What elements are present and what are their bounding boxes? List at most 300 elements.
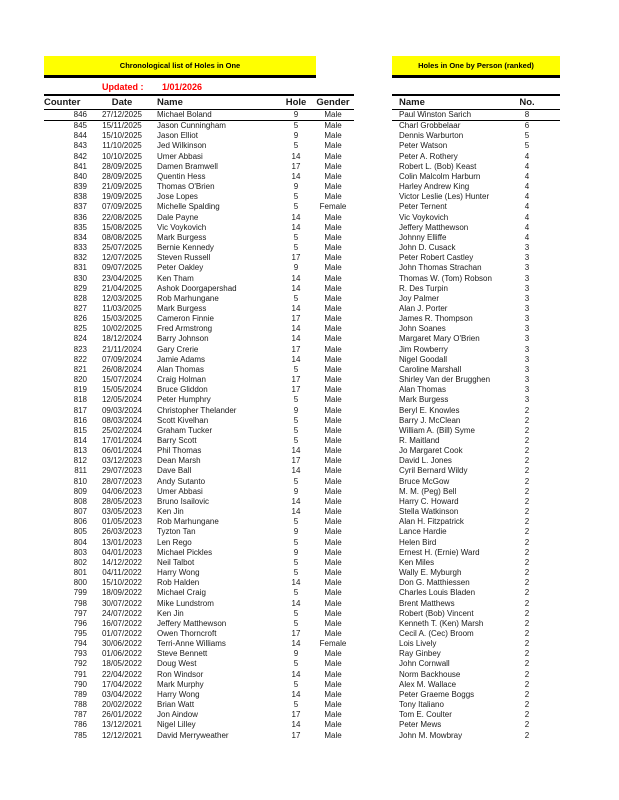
right-table-header-row [392,94,560,110]
hole-cell: 17 [291,344,301,354]
hole-cell: 14 [291,303,301,313]
count-cell: 2 [524,649,530,659]
hole-cell: 14 [291,466,301,476]
person-name-cell: Barry J. McClean [399,415,461,425]
hole-cell: 5 [293,588,299,598]
person-name-cell: David L. Jones [399,456,452,466]
name-cell: David Merryweather [157,730,229,740]
ranked-by-person-title-banner: Holes in One by Person (ranked) [392,56,560,75]
gender-cell: Male [324,192,342,202]
count-cell: 3 [524,344,530,354]
table-row [44,304,354,314]
hole-cell: 14 [291,639,301,649]
counter-cell: 796 [73,618,87,628]
count-cell: 4 [524,232,530,242]
table-row [44,477,354,487]
hole-cell: 5 [293,121,299,131]
count-cell: 3 [524,303,530,313]
name-cell: Michelle Spalding [157,202,220,212]
table-row [392,629,560,639]
gender-cell: Male [324,212,342,222]
table-row [392,639,560,649]
hole-cell: 14 [291,283,301,293]
gender-cell: Male [324,436,342,445]
table-row [392,141,560,151]
left-table-header-row [44,94,354,110]
counter-cell: 805 [73,527,87,537]
counter-cell: 829 [73,283,87,293]
count-cell: 3 [524,243,530,253]
table-row [392,659,560,669]
counter-cell: 804 [73,537,87,547]
date-cell: 07/09/2025 [101,202,143,212]
person-name-cell: Bruce McGow [399,476,450,486]
person-name-cell: Joy Palmer [399,293,440,303]
table-row [392,680,560,690]
date-cell: 12/05/2024 [101,395,143,405]
counter-cell: 819 [73,385,87,395]
date-cell: 06/01/2024 [101,446,143,456]
hole-cell: 14 [291,446,301,456]
name-cell: Doug West [157,659,197,669]
date-cell: 28/05/2023 [101,496,143,506]
table-row [392,375,560,385]
gender-cell: Male [324,568,342,578]
table-row [44,700,354,710]
counter-cell: 809 [73,486,87,496]
table-row [44,385,354,395]
person-name-cell: John Cornwall [399,659,450,669]
name-cell: Tyzton Tan [157,527,196,537]
name-cell: Ken Tham [157,273,194,283]
name-cell: Jose Lopes [157,192,198,202]
count-cell: 4 [524,202,530,212]
date-cell: 26/03/2023 [101,527,143,537]
name-cell: Peter Oakley [157,263,204,273]
hole-cell: 14 [291,689,301,699]
person-name-cell: James R. Thompson [399,314,473,324]
table-row [392,426,560,436]
person-name-cell: R. Des Turpin [399,283,448,293]
name-cell: Terri-Anne Williams [157,639,226,649]
date-cell: 08/03/2024 [101,415,143,425]
person-name-cell: Alan J. Porter [399,303,448,313]
gender-cell: Male [324,324,342,334]
name-cell: Jason Cunningham [157,121,226,131]
table-row [392,487,560,497]
table-row [392,345,560,355]
count-cell: 4 [524,161,530,171]
hole-cell: 5 [293,608,299,618]
counter-cell: 811 [74,466,87,476]
count-cell: 2 [524,608,530,618]
table-row [44,659,354,669]
count-cell: 3 [524,293,530,303]
table-row [392,609,560,619]
date-cell: 15/11/2025 [102,121,142,131]
table-row [392,304,560,314]
table-row [392,436,560,446]
date-cell: 15/05/2024 [101,385,143,395]
table-row [44,294,354,304]
gender-cell: Male [324,283,342,293]
person-name-cell: R. Maitland [399,436,440,445]
count-cell: 6 [524,121,530,131]
table-row [392,172,560,182]
person-name-cell: Brent Matthews [399,598,455,608]
counter-cell: 828 [73,293,87,303]
counter-cell: 820 [73,375,87,385]
counter-cell: 826 [73,314,87,324]
table-row [392,477,560,487]
name-cell: Bruce Gliddon [157,385,208,395]
counter-cell: 831 [73,263,87,273]
date-cell: 21/09/2025 [101,182,143,192]
count-cell: 2 [524,537,530,547]
name-cell: Umer Abbasi [157,486,203,496]
table-row [44,395,354,405]
hole-cell: 5 [293,232,299,242]
counter-cell: 813 [73,446,87,456]
hole-cell: 17 [291,456,301,466]
person-name-cell: Caroline Marshall [399,364,462,374]
person-name-cell: Nigel Goodall [399,354,448,364]
person-name-cell: John M. Mowbray [399,730,463,740]
person-name-cell: Tony Italiano [399,700,444,710]
table-row [44,334,354,344]
gender-cell: Male [324,618,342,628]
count-cell: 2 [524,689,530,699]
person-name-cell: Thomas W. (Tom) Robson [399,273,492,283]
name-cell: Michael Craig [157,588,206,598]
table-row [44,365,354,375]
table-row [392,162,560,172]
hole-cell: 14 [291,669,301,679]
hole-cell: 5 [293,395,299,405]
gender-cell: Male [324,720,342,730]
name-cell: Ken Jin [157,507,184,517]
person-name-cell: Johnny Elliffe [399,232,447,242]
table-row [392,355,560,365]
date-cell: 14/12/2022 [101,557,143,567]
table-row [44,131,354,141]
date-cell: 08/08/2025 [101,232,143,242]
counter-cell: 818 [73,395,87,405]
table-row [44,639,354,649]
hole-cell: 14 [291,507,301,517]
hole-cell: 17 [291,385,301,395]
header-person-name: Name [399,97,425,108]
counter-cell: 790 [73,679,87,689]
left-table-body [44,110,354,741]
hole-cell: 14 [291,324,301,334]
counter-cell: 798 [73,598,87,608]
hole-cell: 5 [293,659,299,669]
count-cell: 3 [524,334,530,344]
table-row [392,599,560,609]
date-cell: 03/12/2023 [101,456,143,466]
date-cell: 04/06/2023 [101,486,143,496]
table-row [392,294,560,304]
gender-cell: Male [324,628,342,638]
date-cell: 26/08/2024 [101,364,143,374]
name-cell: Jeffery Matthewson [157,618,227,628]
name-cell: Rob Halden [157,578,200,588]
table-row [44,355,354,365]
gender-cell: Male [324,232,342,242]
counter-cell: 823 [73,344,87,354]
date-cell: 27/12/2025 [101,110,143,119]
name-cell: Harry Wong [157,689,200,699]
header-counter: Counter [44,97,81,108]
date-cell: 03/04/2022 [101,689,143,699]
counter-cell: 834 [73,232,87,242]
hole-cell: 5 [293,679,299,689]
gender-cell: Male [324,486,342,496]
hole-cell: 5 [293,293,299,303]
gender-cell: Male [324,608,342,618]
hole-cell: 14 [291,720,301,730]
hole-cell: 17 [291,628,301,638]
gender-cell: Male [324,303,342,313]
gender-cell: Male [324,700,342,710]
counter-cell: 844 [73,131,87,141]
person-name-cell: Peter Mews [399,720,442,730]
count-cell: 2 [524,700,530,710]
table-row [44,629,354,639]
counter-cell: 785 [73,730,87,740]
name-cell: Dave Ball [157,466,192,476]
gender-cell: Male [324,588,342,598]
count-cell: 2 [524,659,530,669]
person-name-cell: Cecil A. (Cec) Broom [399,628,474,638]
hole-cell: 5 [293,537,299,547]
counter-cell: 791 [73,669,87,679]
name-cell: Len Rego [157,537,192,547]
gender-cell: Male [324,293,342,303]
person-name-cell: Charles Louis Bladen [399,588,476,598]
hole-cell: 5 [293,436,299,445]
hole-cell: 9 [293,263,299,273]
gender-cell: Male [324,375,342,385]
count-cell: 5 [524,141,530,151]
date-cell: 07/09/2024 [101,354,143,364]
table-row [392,152,560,162]
date-cell: 10/10/2025 [101,151,143,161]
hole-cell: 17 [291,375,301,385]
count-cell: 3 [524,385,530,395]
table-row [44,507,354,517]
table-row [44,680,354,690]
person-name-cell: Shirley Van der Brugghen [399,375,491,385]
table-row [44,233,354,243]
gender-cell: Male [324,649,342,659]
hole-cell: 14 [291,354,301,364]
table-row [392,263,560,273]
date-cell: 17/01/2024 [101,436,143,445]
count-cell: 5 [524,131,530,141]
hole-cell: 14 [291,212,301,222]
date-cell: 10/02/2025 [101,324,143,334]
counter-cell: 833 [73,243,87,253]
hole-cell: 9 [293,182,299,192]
person-name-cell: John Thomas Strachan [399,263,482,273]
counter-cell: 836 [73,212,87,222]
counter-cell: 825 [73,324,87,334]
count-cell: 3 [524,283,530,293]
header-count: No. [519,97,535,108]
date-cell: 21/11/2024 [102,344,142,354]
table-row [44,324,354,334]
date-cell: 22/08/2025 [101,212,143,222]
table-row [44,253,354,263]
hole-cell: 14 [291,578,301,588]
count-cell: 2 [524,466,530,476]
table-row [392,720,560,730]
date-cell: 04/11/2022 [102,568,142,578]
name-cell: Scott Kivelhan [157,415,209,425]
date-cell: 04/01/2023 [101,547,143,557]
hole-cell: 17 [291,710,301,720]
date-cell: 25/02/2024 [101,425,143,435]
gender-cell: Male [324,354,342,364]
count-cell: 2 [524,639,530,649]
person-name-cell: Vic Voykovich [399,212,449,222]
table-row [392,527,560,537]
count-cell: 2 [524,598,530,608]
gender-cell: Male [324,222,342,232]
gender-cell: Male [324,385,342,395]
gender-cell: Male [324,131,342,141]
chronological-list-title-banner: Chronological list of Holes in One [44,56,316,75]
counter-cell: 803 [73,547,87,557]
gender-cell: Male [324,151,342,161]
date-cell: 15/08/2025 [101,222,143,232]
person-name-cell: Alan H. Fitzpatrick [399,517,464,527]
count-cell: 2 [524,679,530,689]
person-name-cell: John Soanes [399,324,446,334]
gender-cell: Male [324,496,342,506]
person-name-cell: John D. Cusack [399,243,456,253]
date-cell: 15/10/2025 [101,131,143,141]
name-cell: Michael Boland [157,110,212,119]
counter-cell: 822 [73,354,87,364]
table-row [392,690,560,700]
count-cell: 2 [524,618,530,628]
gender-cell: Male [324,466,342,476]
table-row [44,538,354,548]
count-cell: 2 [524,527,530,537]
person-name-cell: Peter Ternent [399,202,447,212]
table-row [392,568,560,578]
count-cell: 2 [524,547,530,557]
person-name-cell: Don G. Matthiessen [399,578,470,588]
hole-cell: 14 [291,273,301,283]
table-row [392,731,560,741]
hole-cell: 5 [293,568,299,578]
table-row [44,578,354,588]
date-cell: 01/07/2022 [101,628,143,638]
date-cell: 09/07/2025 [101,263,143,273]
table-row [392,456,560,466]
hole-cell: 14 [291,598,301,608]
table-row [44,110,354,121]
date-cell: 12/03/2025 [101,293,143,303]
table-row [44,263,354,273]
count-cell: 4 [524,192,530,202]
gender-cell: Male [324,557,342,567]
name-cell: Phil Thomas [157,446,202,456]
table-row [392,619,560,629]
count-cell: 2 [524,425,530,435]
gender-cell: Male [324,110,342,119]
hole-cell: 9 [293,649,299,659]
name-cell: Dale Payne [157,212,199,222]
person-name-cell: Jim Rowberry [399,344,448,354]
count-cell: 2 [524,436,530,445]
table-row [44,213,354,223]
gender-cell: Male [324,598,342,608]
person-name-cell: Stella Watkinson [399,507,459,517]
person-name-cell: Alan Thomas [399,385,446,395]
count-cell: 4 [524,182,530,192]
table-row [44,527,354,537]
name-cell: Steve Bennett [157,649,208,659]
date-cell: 20/02/2022 [101,700,143,710]
name-cell: Rob Marhungane [157,517,219,527]
person-name-cell: Helen Bird [399,537,437,547]
person-name-cell: Dennis Warburton [399,131,464,141]
counter-cell: 845 [73,121,87,131]
name-cell: Ashok Doorgapershad [157,283,237,293]
hole-cell: 14 [291,222,301,232]
gender-cell: Male [324,395,342,405]
date-cell: 25/07/2025 [101,243,143,253]
person-name-cell: Jo Margaret Cook [399,446,463,456]
gender-cell: Male [324,689,342,699]
table-row [392,365,560,375]
count-cell: 2 [524,578,530,588]
name-cell: Steven Russell [157,253,211,263]
header-name: Name [157,97,183,108]
table-row [392,131,560,141]
table-row [44,223,354,233]
date-cell: 18/12/2024 [101,334,143,344]
person-name-cell: Mark Burgess [399,395,449,405]
counter-cell: 797 [73,608,87,618]
counter-cell: 827 [73,303,87,313]
table-row [392,406,560,416]
counter-cell: 841 [73,161,87,171]
table-row [44,548,354,558]
person-name-cell: Charl Grobbelaar [399,121,461,131]
person-name-cell: Norm Backhouse [399,669,461,679]
gender-cell: Male [324,415,342,425]
table-row [392,192,560,202]
hole-cell: 9 [293,110,299,119]
hole-cell: 9 [293,131,299,141]
count-cell: 2 [524,476,530,486]
name-cell: Vic Voykovich [157,222,207,232]
count-cell: 2 [524,669,530,679]
date-cell: 28/09/2025 [101,161,143,171]
count-cell: 8 [524,110,530,119]
counter-cell: 795 [73,628,87,638]
date-cell: 30/07/2022 [101,598,143,608]
count-cell: 2 [524,720,530,730]
gender-cell: Male [324,171,342,181]
date-cell: 23/04/2025 [101,273,143,283]
